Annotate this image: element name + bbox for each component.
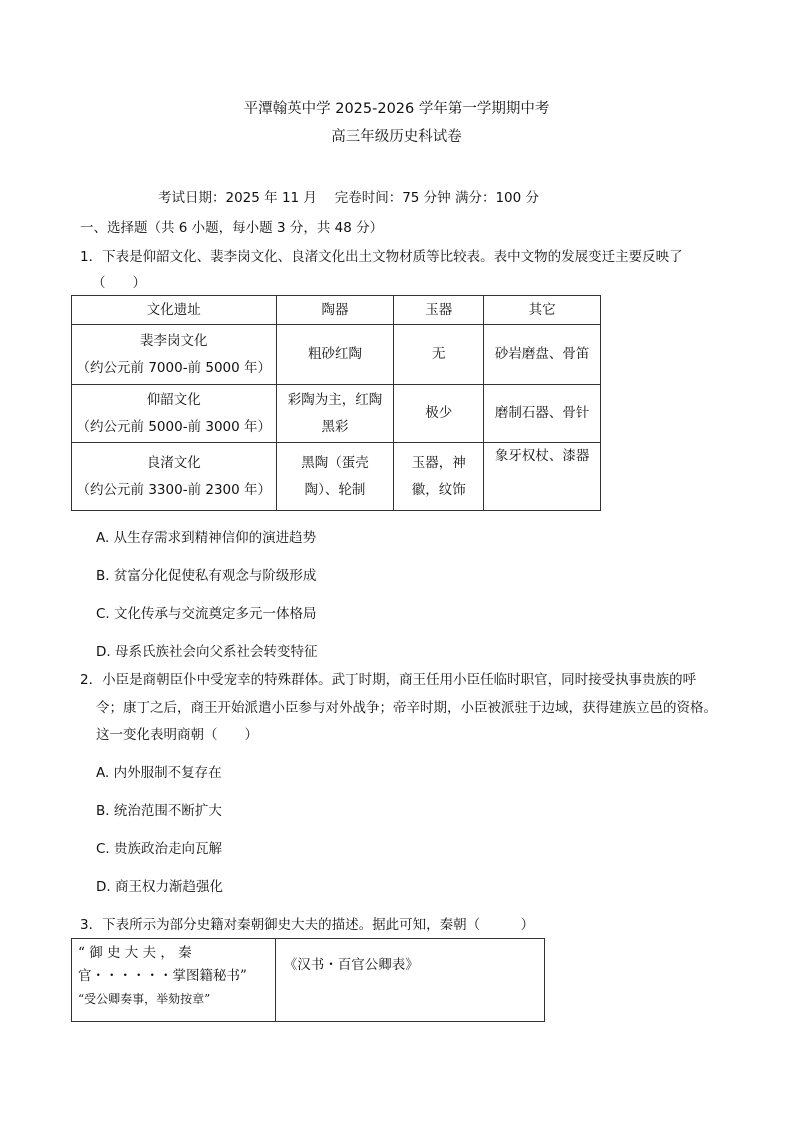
site-period: （约公元前 3300-前 2300 年）: [76, 481, 272, 498]
q3-source-cell: [275, 939, 544, 1022]
q3-source: 《汉书・百官公卿表》: [283, 957, 419, 973]
table-row: [72, 385, 601, 443]
other-cell: 象牙权杖、漆器: [484, 443, 601, 511]
jade-cell: [394, 385, 484, 443]
jade-text: 徽，纹饰: [411, 481, 466, 498]
q1-answer-blank: （ ）: [92, 275, 146, 291]
q3-quote-line3: “受公卿奏事，举劾按章”: [78, 992, 211, 1006]
pottery-text: 彩陶为主，红陶: [287, 391, 383, 408]
exam-subtitle: 高三年级历史科试卷: [331, 129, 462, 145]
site-cell: [72, 325, 277, 385]
q3-quote-line1: “ 御 史 大 夫 ， 秦: [78, 945, 192, 961]
other-cell: 砂岩磨盘、骨笛: [484, 325, 601, 385]
q3-table: [71, 938, 545, 1022]
site-name: 裴李岗文化: [140, 332, 208, 349]
jade-text: 极少: [425, 405, 453, 421]
jade-cell: [394, 325, 484, 385]
site-cell: [72, 443, 277, 511]
q3-quote-cell: [72, 939, 276, 1022]
q2-option-b[interactable]: B. 统治范围不断扩大: [96, 803, 222, 819]
table-row: [72, 325, 601, 385]
q1-table-header-row: [72, 296, 601, 325]
q2-stem-line1: 2．小臣是商朝臣仆中受宠幸的特殊群体。武丁时期，商王任用小臣任临时职官，同时接受执事贵族的呼: [80, 672, 697, 688]
site-cell: [72, 385, 277, 443]
other-cell: 磨制石器、骨针: [484, 385, 601, 443]
jade-cell: [394, 443, 484, 511]
pottery-text: 粗砂红陶: [307, 346, 362, 362]
site-name: 仰韶文化: [146, 391, 201, 408]
q1-option-b[interactable]: B. 贫富分化促使私有观念与阶级形成: [96, 568, 317, 584]
q2-stem-line2: 令；康丁之后，商王开始派遣小臣参与对外战争；帝辛时期，小臣被派驻于边域，获得建族立邑的资格。: [96, 700, 717, 716]
q3-stem: 3．下表所示为部分史籍对秦朝御史大夫的描述。据此可知，秦朝（ ）: [80, 917, 535, 933]
q1-header-site: 文化遗址: [72, 296, 277, 325]
q2-stem-line3: 这一变化表明商朝（ ）: [96, 727, 258, 743]
q1-header-jade: 玉器: [394, 296, 484, 325]
site-name: 良渚文化: [146, 454, 201, 471]
jade-text: 无: [432, 346, 446, 362]
q1-option-c[interactable]: C. 文化传承与交流奠定多元一体格局: [96, 606, 317, 622]
exam-info: 考试日期：2025 年 11 月 完卷时间：75 分钟 满分：100 分: [158, 190, 540, 206]
pottery-cell: [276, 385, 394, 443]
q1-stem-line1: 1．下表是仰韶文化、裴李岗文化、良渚文化出土文物材质等比较表。表中文物的发展变迁主要反映了: [80, 249, 683, 265]
q1-header-pottery: 陶器: [276, 296, 394, 325]
table-row: [72, 443, 601, 511]
jade-text: 玉器，神: [411, 454, 466, 471]
section-heading: 一、选择题（共 6 小题，每小题 3 分，共 48 分）: [80, 220, 384, 236]
q2-option-d[interactable]: D. 商王权力渐趋强化: [96, 879, 223, 895]
pottery-cell: [276, 325, 394, 385]
q1-table: [71, 295, 601, 511]
q1-header-other: 其它: [484, 296, 601, 325]
site-period: （约公元前 7000-前 5000 年）: [76, 359, 272, 376]
pottery-text: 黑彩: [321, 418, 349, 435]
q3-quote-line2: 官・・・・・・掌图籍秘书”: [78, 968, 247, 984]
exam-title: 平潭翰英中学 2025-2026 学年第一学期期中考: [243, 101, 550, 117]
pottery-text: 黑陶（蛋壳: [301, 454, 369, 471]
site-period: （约公元前 5000-前 3000 年）: [76, 418, 272, 435]
q1-option-d[interactable]: D. 母系氏族社会向父系社会转变特征: [96, 644, 318, 660]
q1-option-a[interactable]: A. 从生存需求到精神信仰的演进趋势: [96, 530, 317, 546]
pottery-text: 陶）、轮制: [304, 481, 366, 498]
q2-option-c[interactable]: C. 贵族政治走向瓦解: [96, 841, 223, 857]
pottery-cell: [276, 443, 394, 511]
table-row: [72, 939, 545, 1022]
q2-option-a[interactable]: A. 内外服制不复存在: [96, 765, 222, 781]
